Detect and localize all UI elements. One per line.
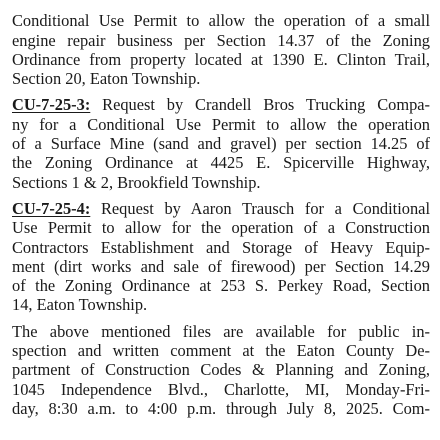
notice-line: Contractors Establishment and Storage of Heavy Equip-	[12, 237, 430, 257]
paragraph-public-inspection	[12, 322, 430, 438]
case-code: CU-7-25-4:	[12, 198, 91, 218]
case-code: CU-7-25-3:	[12, 95, 91, 115]
notice-line	[12, 0, 430, 11]
notice-line: Use Permit to allow for the operation of a Construction	[12, 218, 430, 238]
notice-line: 1045 Independence Blvd., Charlotte, MI, Monday-Fri-	[12, 379, 430, 399]
legal-notice	[12, 0, 430, 438]
notice-line: day, 8:30 a.m. to 4:00 p.m. through July 8, 2025. Com-	[12, 398, 430, 418]
notice-line: Section 20, Eaton Township.	[12, 69, 201, 89]
notice-line	[12, 418, 430, 437]
notice-line: spection and written comment at the Eaton County De-	[12, 341, 430, 361]
notice-line: The above mentioned files are available for public in-	[12, 321, 430, 341]
notice-line: partment of Construction Codes & Planning and Zoning,	[12, 360, 430, 380]
notice-line	[12, 199, 430, 218]
notice-line: engine repair business per Section 14.37 of the Zoning	[12, 30, 430, 50]
paragraph-cu-7-25-4	[12, 199, 430, 315]
notice-line: ment (dirt works and sale of firewood) per Section 14.29	[12, 256, 430, 276]
notice-line: Sections 1 & 2, Brookfield Township.	[12, 172, 261, 192]
paragraph-small-engine	[12, 0, 430, 88]
notice-line: of a Surface Mine (sand and gravel) per section 14.25 of	[12, 134, 430, 154]
notice-line: Conditional Use Permit to allow the operation of a small	[12, 11, 430, 31]
notice-text: Request by Crandell Bros Trucking Compa-	[90, 95, 430, 115]
notice-line: 14, Eaton Township.	[12, 295, 148, 315]
notice-line	[12, 95, 430, 114]
notice-text: Request by Aaron Trausch for a Conditional	[90, 198, 430, 218]
notice-line: of the Zoning Ordinance at 253 S. Perkey Road, Section	[12, 276, 430, 296]
notice-line: ny for a Conditional Use Permit to allow the operation	[12, 114, 430, 134]
notice-line: Ordinance from property located at 1390 E. Clinton Trail,	[12, 49, 430, 69]
notice-line: the Zoning Ordinance at 4425 E. Spicerville Highway,	[12, 153, 430, 173]
paragraph-cu-7-25-3	[12, 95, 430, 191]
